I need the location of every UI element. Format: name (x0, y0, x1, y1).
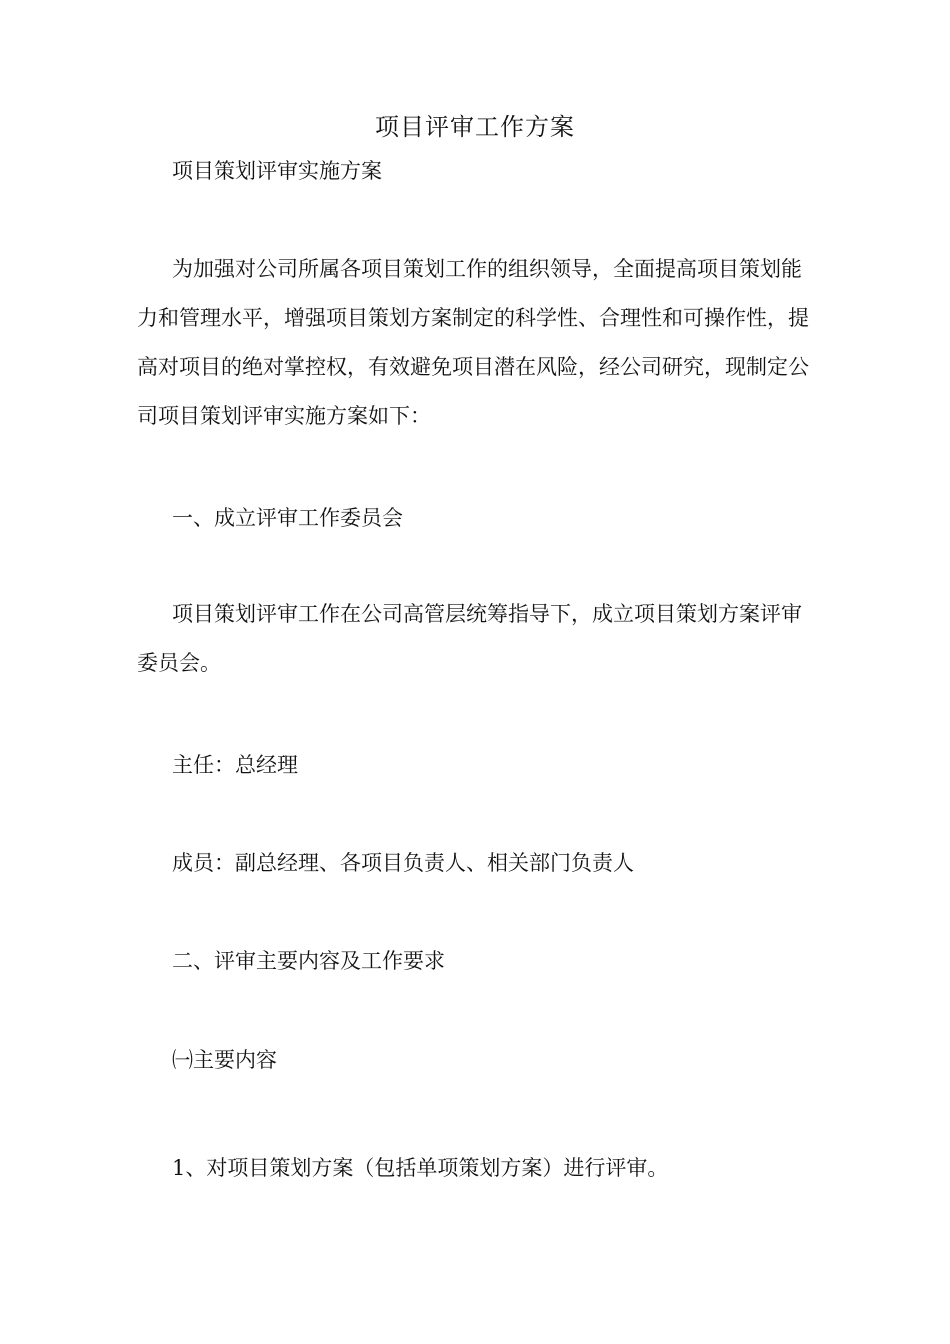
subsection1-heading: ㈠主要内容 (172, 1048, 277, 1072)
item-1: 1、对项目策划方案（包括单项策划方案）进行评审。 (172, 1156, 669, 1180)
director-line: 主任：总经理 (172, 753, 298, 777)
document-subtitle: 项目策划评审实施方案 (172, 159, 382, 183)
intro-paragraph: 为加强对公司所属各项目策划工作的组织领导，全面提高项目策划能力和管理水平，增强项目策划方案制定的科学性、合理性和可操作性，提高对项目的绝对掌控权，有效避免项目潜在风险，经公司研究，现制定公司项目策划评审实施方案如下： (137, 257, 809, 428)
document-title: 项目评审工作方案 (375, 113, 575, 141)
section1-body: 项目策划评审工作在公司高管层统筹指导下，成立项目策划方案评审委员会。 (137, 602, 802, 675)
section1-heading: 一、成立评审工作委员会 (172, 506, 403, 530)
section2-heading: 二、评审主要内容及工作要求 (172, 949, 445, 973)
members-line: 成员：副总经理、各项目负责人、相关部门负责人 (172, 851, 634, 875)
